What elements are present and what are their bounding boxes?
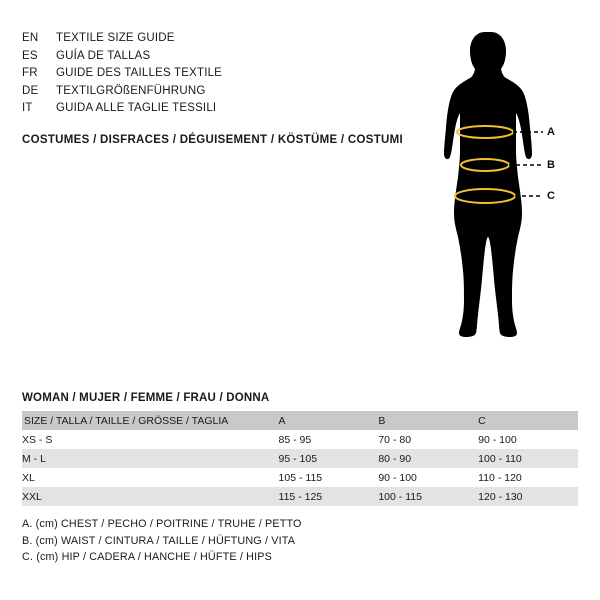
language-code: DE	[22, 84, 39, 97]
language-code: FR	[22, 67, 38, 79]
language-text: GUIDA ALLE TAGLIE TESSILI	[56, 102, 217, 114]
measure-label-b: B	[547, 159, 555, 171]
table-row	[22, 487, 578, 506]
size-table-block	[22, 392, 578, 506]
language-row	[22, 100, 352, 118]
column-header-a: A	[278, 414, 286, 427]
language-text: GUIDE DES TAILLES TEXTILE	[56, 67, 223, 79]
language-row	[22, 83, 352, 101]
legend-line-a: A. (cm) CHEST / PECHO / POITRINE / TRUHE / PETTO	[22, 518, 302, 530]
cell-size: XXL	[22, 490, 42, 503]
column-header-c: C	[478, 414, 486, 427]
language-code: ES	[22, 49, 38, 62]
cell-a: 85 - 95	[278, 433, 312, 446]
language-row	[22, 30, 352, 48]
measure-label-c: C	[547, 190, 555, 202]
cell-c: 110 - 120	[478, 471, 522, 484]
language-code: EN	[22, 32, 39, 44]
column-header-size: SIZE / TALLA / TAILLE / GRÖSSE / TAGLIA	[24, 414, 229, 427]
cell-b: 90 - 100	[378, 471, 417, 484]
cell-a: 105 - 115	[278, 471, 323, 484]
table-header-row	[22, 411, 578, 430]
legend-line-b: B. (cm) WAIST / CINTURA / TAILLE / HÜFTUNG / VITA	[22, 534, 296, 547]
size-table	[22, 411, 578, 506]
cell-b: 80 - 90	[378, 452, 412, 465]
cell-a: 115 - 125	[278, 490, 323, 503]
table-row	[22, 468, 578, 487]
language-text: GUÍA DE TALLAS	[56, 49, 151, 62]
language-text: TEXTILE SIZE GUIDE	[56, 32, 175, 44]
legend-line-c: C. (cm) HIP / CADERA / HANCHE / HÜFTE / HIPS	[22, 551, 272, 563]
cell-b: 70 - 80	[378, 433, 412, 446]
table-row	[22, 449, 578, 468]
table-body	[22, 430, 578, 506]
cell-c: 100 - 110	[478, 452, 522, 465]
table-row	[22, 430, 578, 449]
cell-c: 120 - 130	[478, 490, 523, 503]
female-figure-diagram	[395, 22, 580, 377]
cell-size: XL	[22, 471, 35, 484]
cell-size: M - L	[22, 452, 46, 465]
language-text: TEXTILGRÖßENFÜHRUNG	[56, 84, 206, 97]
language-code: IT	[22, 102, 33, 114]
table-title: WOMAN / MUJER / FEMME / FRAU / DONNA	[22, 392, 270, 404]
costumes-subtitle: COSTUMES / DISFRACES / DÉGUISEMENT / KÖSTÜME / COSTUMI	[22, 134, 404, 146]
cell-size: XS - S	[22, 433, 53, 446]
column-header-b: B	[378, 414, 386, 427]
language-row	[22, 48, 352, 66]
language-list	[22, 30, 352, 118]
table-head	[22, 411, 578, 430]
language-row	[22, 65, 352, 83]
cell-a: 95 - 105	[278, 452, 318, 465]
measurement-legend	[22, 516, 302, 566]
cell-b: 100 - 115	[378, 490, 422, 503]
cell-c: 90 - 100	[478, 433, 517, 446]
measure-label-a: A	[547, 126, 555, 138]
